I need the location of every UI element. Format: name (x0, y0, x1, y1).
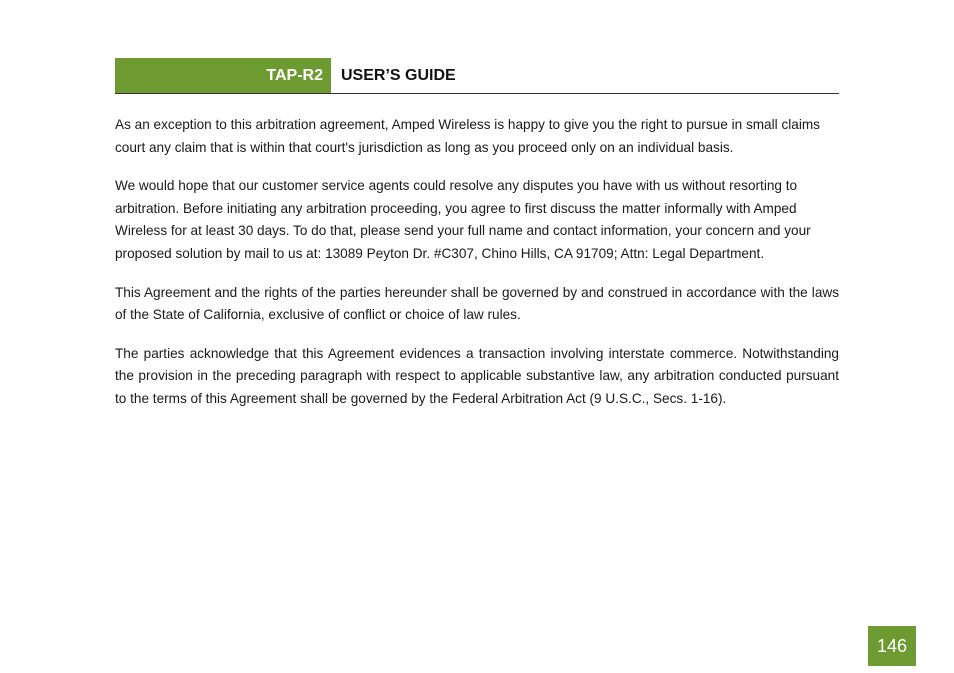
page-number: 146 (868, 626, 916, 666)
paragraph-governing-law: This Agreement and the rights of the parties hereunder shall be governed by and construed in accordance with the laws of the State of California, exclusive of conflict or choice of law rules. (115, 284, 839, 323)
header-title: USER’S GUIDE (341, 66, 456, 84)
paragraph-small-claims: As an exception to this arbitration agreement, Amped Wireless is happy to give you the right to pursue in small claims court any claim that is within that court's jurisdiction as long as you proceed only on an individual basis. (115, 117, 820, 155)
header-model-label: TAP-R2 (115, 58, 331, 93)
paragraph-dispute-resolution: We would hope that our customer service agents could resolve any disputes you have with us without resorting to arbitration. Before initiating any arbitration proceeding, you agree to first discuss the matter informally with Amped Wireless for at least 30 days. To do that, please send your full name and contact information, your concern and your proposed solution by mail to us at: 13089 Peyton Dr. #C307, Chino Hills, CA 91709; Attn: Legal Department. (115, 178, 811, 261)
document-body (115, 114, 839, 427)
page-header (115, 58, 839, 94)
paragraph-interstate-commerce: The parties acknowledge that this Agreement evidences a transaction involving interstate commerce. Notwithstanding the provision in the preceding paragraph with respect to applicable substantive law, any arbitration conducted pursuant to the terms of this Agreement shall be governed by the Federal Arbitration Act (9 U.S.C., Secs. 1-16). (115, 345, 839, 406)
